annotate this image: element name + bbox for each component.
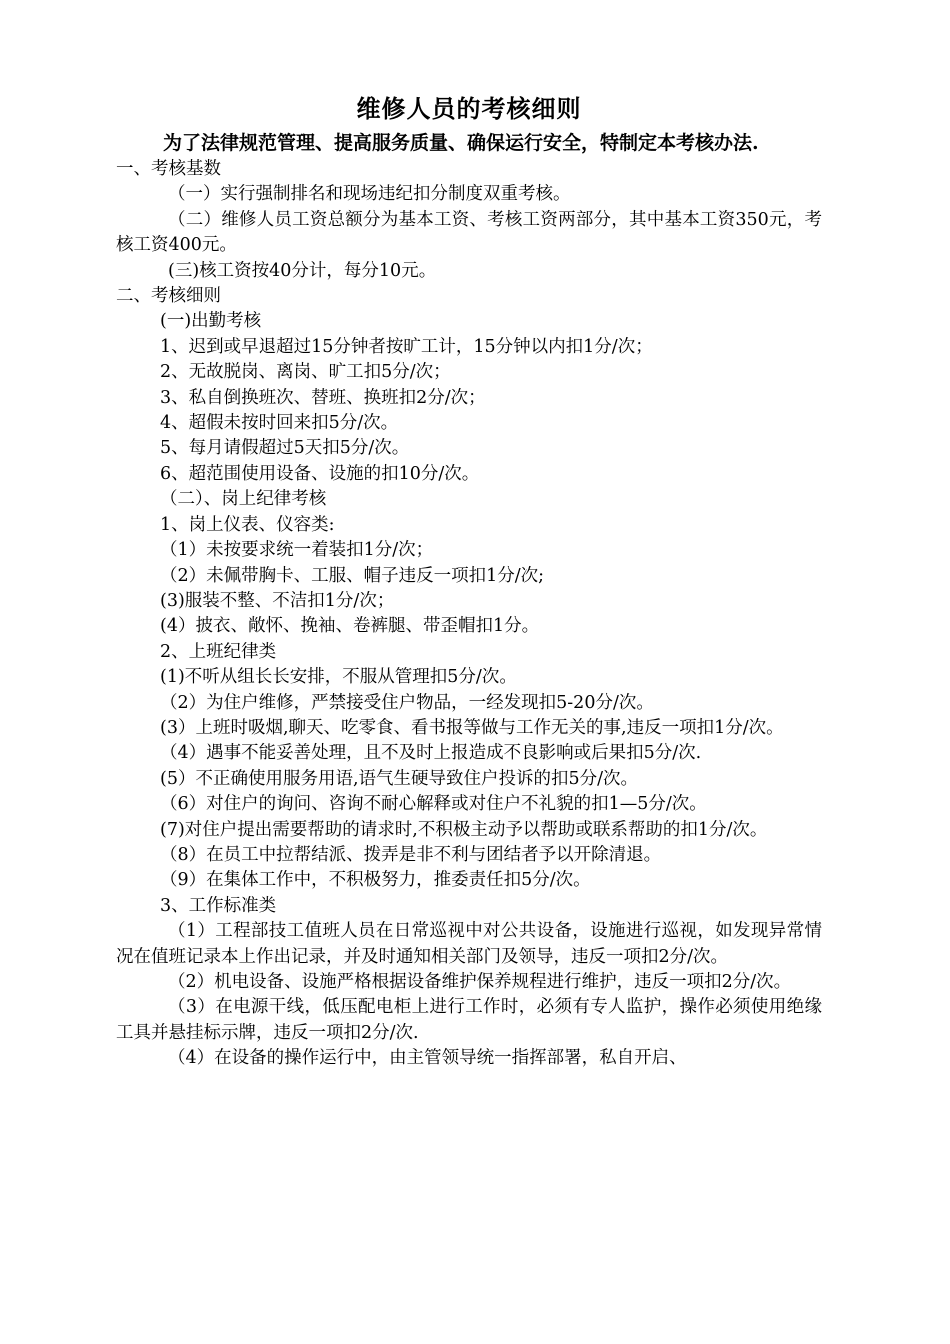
document-title: 维修人员的考核细则 — [356, 94, 582, 123]
paragraph-line: （二）、岗上纪律考核 — [160, 489, 327, 510]
paragraph-line: （2）机电设备、设施严格根据设备维护保养规程进行维护，违反一项扣2分/次。 — [168, 972, 792, 992]
paragraph-line: 二、考核细则 — [116, 286, 221, 307]
paragraph-line: （二）维修人员工资总额分为基本工资、考核工资两部分，其中基本工资350元，考核工资400元。 — [116, 209, 822, 256]
paragraph-line: (5）不正确使用服务用语,语气生硬导致住户投诉的扣5分/次。 — [160, 768, 639, 789]
paragraph-line: （4）遇事不能妥善处理，且不及时上报造成不良影响或后果扣5分/次. — [160, 743, 702, 764]
paragraph-line: 3、私自倒换班次、替班、换班扣2分/次； — [160, 387, 486, 408]
intro-paragraph: 为了法律规范管理、提高服务质量、确保运行安全，特制定本考核办法. — [163, 132, 759, 154]
paragraph-line: 6、超范围使用设备、设施的扣10分/次。 — [160, 463, 480, 484]
paragraph-line: 5、每月请假超过5天扣5分/次。 — [160, 438, 410, 459]
paragraph-line: (3）上班时吸烟,聊天、吃零食、看书报等做与工作无关的事,违反一项扣1分/次。 — [160, 717, 784, 738]
paragraph-line: （4）在设备的操作运行中，由主管领导统一指挥部署，私自开启、 — [168, 1048, 687, 1069]
paragraph-line: 1、迟到或早退超过15分钟者按旷工计，15分钟以内扣1分/次； — [160, 336, 653, 357]
paragraph-line: （一）实行强制排名和现场违纪扣分制度双重考核。 — [168, 184, 571, 205]
paragraph-line: 1、岗上仪表、仪容类: — [160, 514, 335, 535]
paragraph-line: (3)服装不整、不洁扣1分/次； — [160, 590, 395, 611]
paragraph-line: 4、超假未按时回来扣5分/次。 — [160, 413, 399, 434]
paragraph-line: （6）对住户的询问、咨询不耐心解释或对住户不礼貌的扣1—5分/次。 — [160, 794, 707, 815]
paragraph-line: （8）在员工中拉帮结派、拨弄是非不利与团结者予以开除清退。 — [160, 844, 662, 865]
paragraph-line: 一、考核基数 — [116, 159, 221, 179]
paragraph-line: （3）在电源干线，低压配电柜上进行工作时，必须有专人监护，操作必须使用绝缘工具并悬挂标示牌，违反一项扣2分/次. — [116, 997, 822, 1043]
paragraph-line: 2、上班纪律类 — [160, 641, 277, 662]
paragraph-line: （1）未按要求统一着装扣1分/次； — [160, 540, 434, 561]
paragraph-line: (一)出勤考核 — [160, 311, 262, 332]
document-body — [116, 157, 822, 1072]
paragraph-line: （9）在集体工作中，不积极努力，推委责任扣5分/次。 — [160, 870, 591, 891]
paragraph-line: (4）披衣、敞怀、挽袖、卷裤腿、带歪帽扣1分。 — [160, 616, 540, 637]
paragraph-line: （2）未佩带胸卡、工服、帽子违反一项扣1分/次; — [160, 565, 545, 586]
paragraph-line: （1）工程部技工值班人员在日常巡视中对公共设备，设施进行巡视，如发现异常情况在值班记录本上作出记录，并及时通知相关部门及领导，违反一项扣2分/次。 — [116, 921, 822, 967]
paragraph-line: (7)对住户提出需要帮助的请求时,不积极主动予以帮助或联系帮助的扣1分/次。 — [160, 819, 768, 840]
paragraph-line: （2）为住户维修，严禁接受住户物品，一经发现扣5-20分/次。 — [160, 692, 654, 713]
paragraph-line: (三)核工资按40分计，每分10元。 — [168, 260, 437, 281]
paragraph-line: (1)不听从组长长安排，不服从管理扣5分/次。 — [160, 667, 517, 688]
paragraph-line: 2、无故脱岗、离岗、旷工扣5分/次； — [160, 362, 451, 383]
paragraph-line: 3、工作标准类 — [160, 895, 277, 916]
